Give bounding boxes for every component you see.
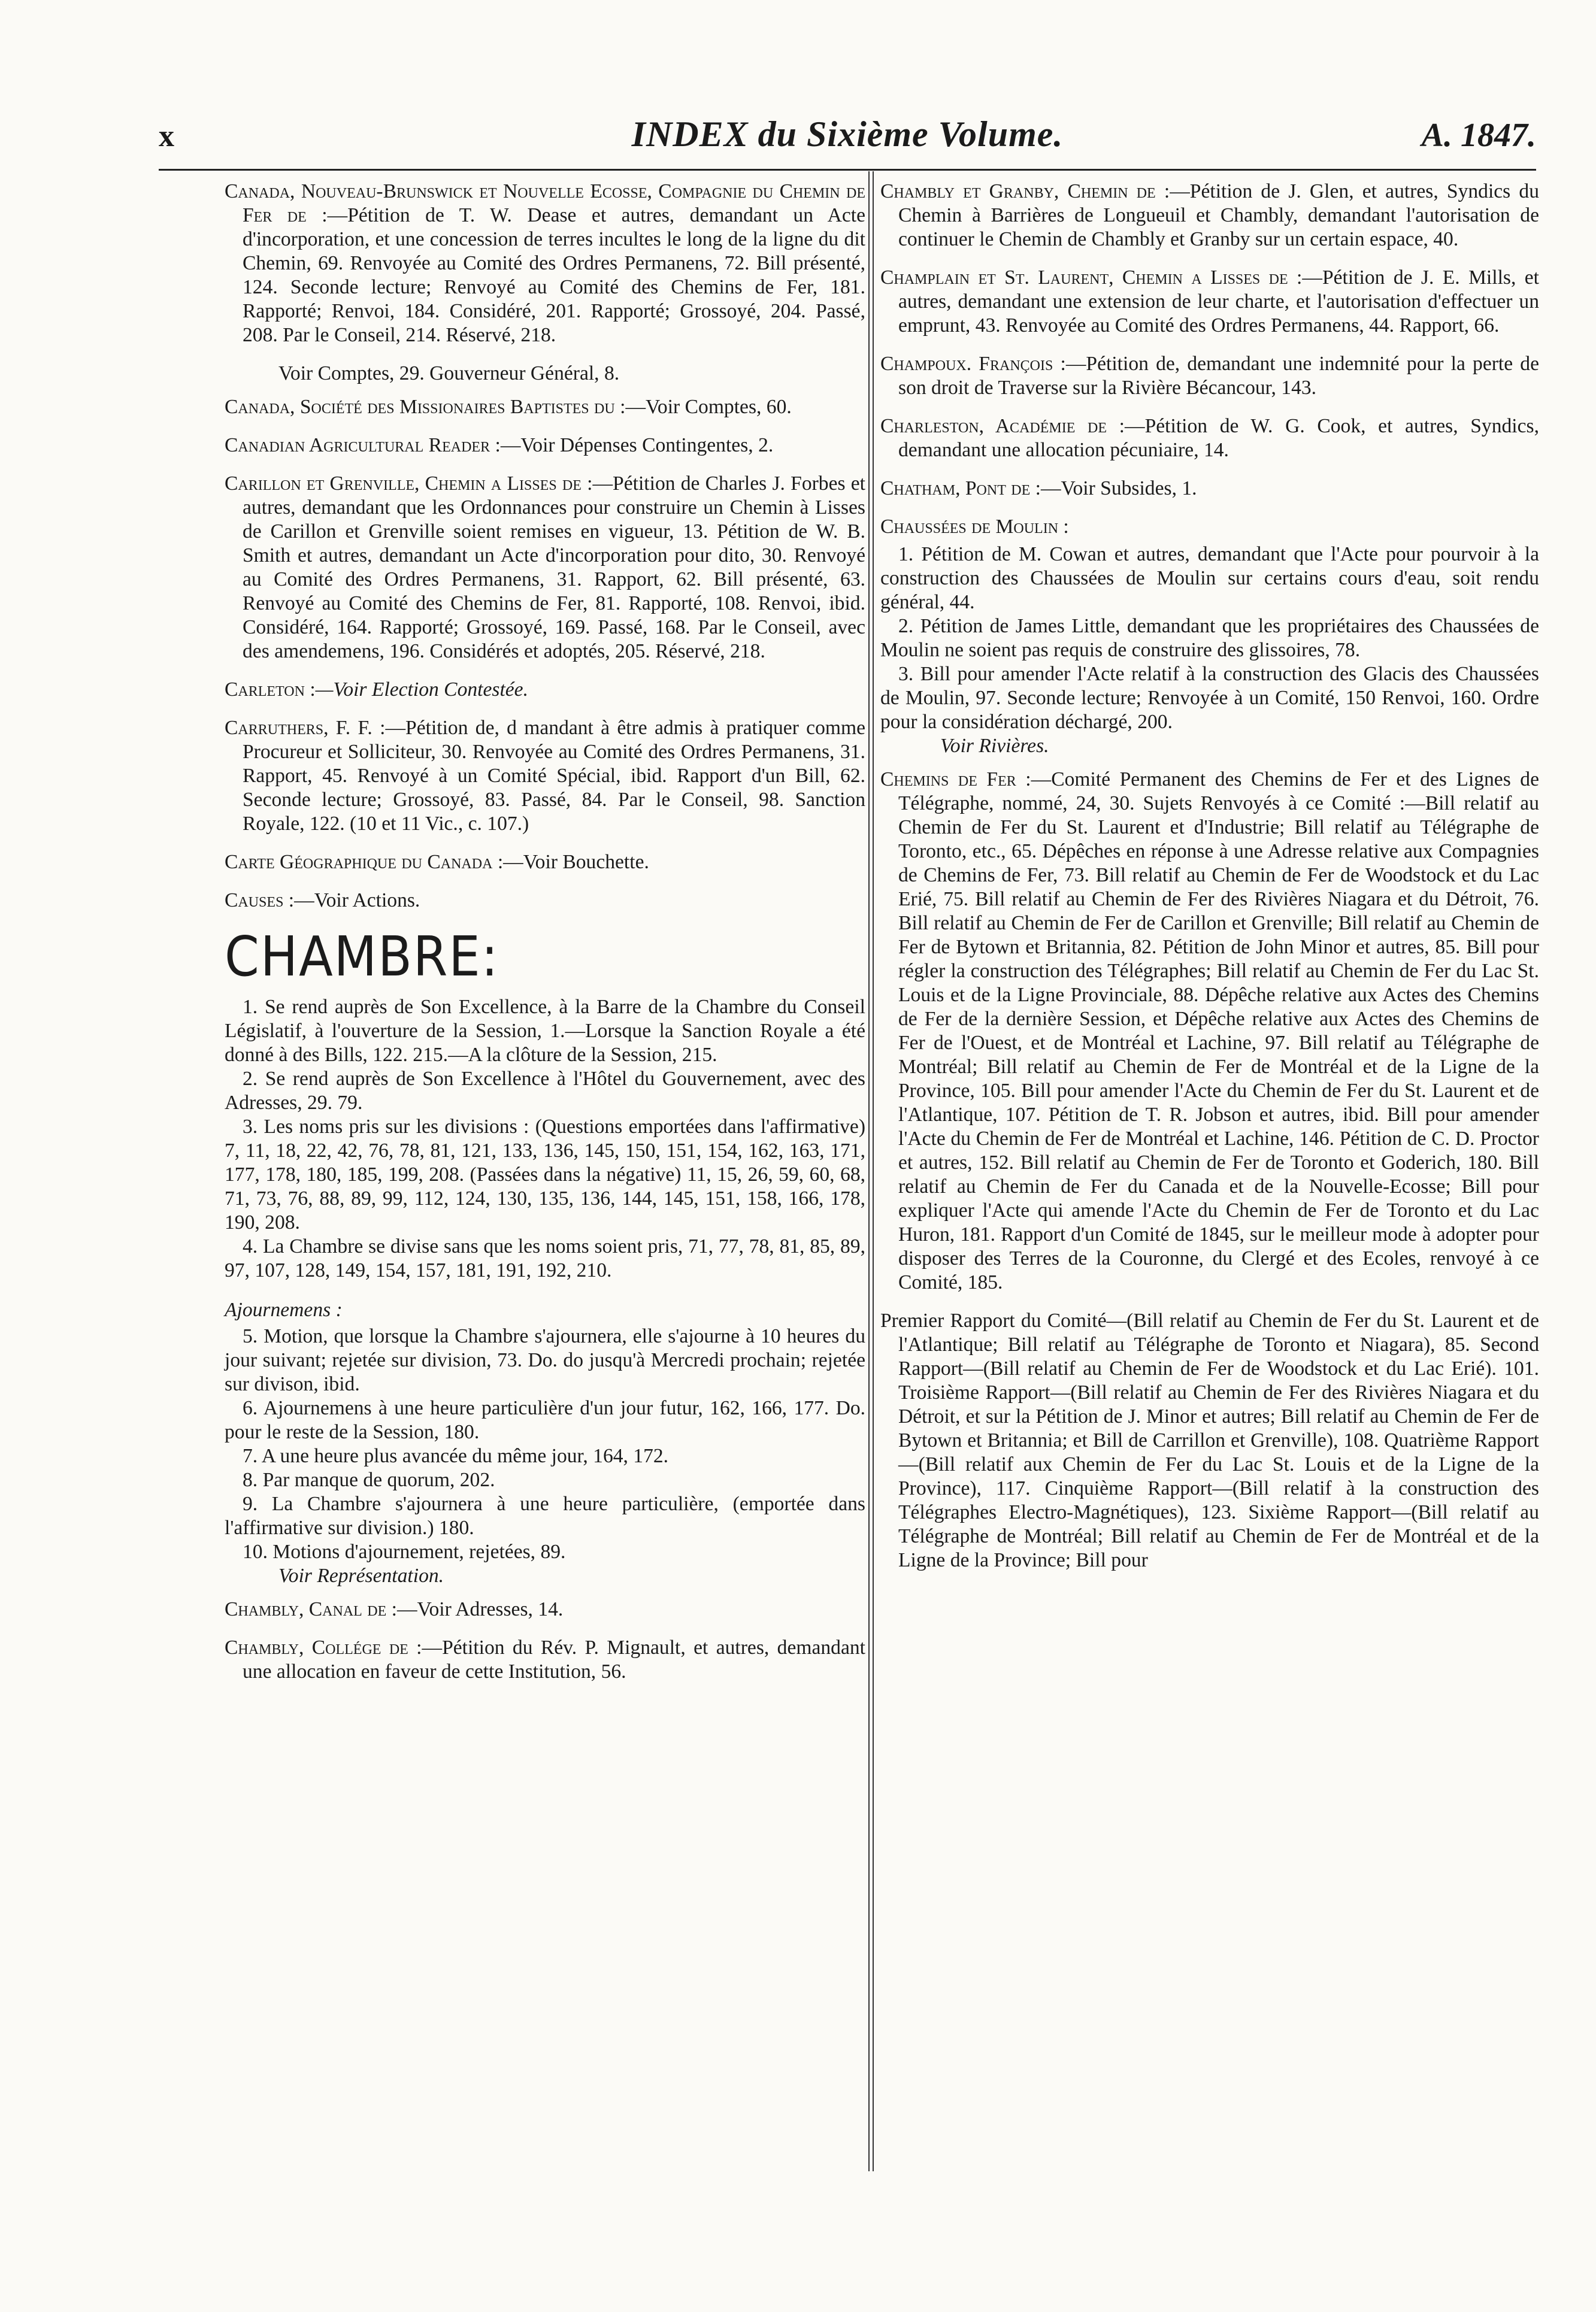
entry-heading: Chaussées de Moulin : xyxy=(880,516,1069,538)
cross-reference: Voir Comptes, 29. Gouverneur Général, 8. xyxy=(278,362,620,384)
entry-text: Premier Rapport du Comité—(Bill relatif au Chemin de Fer du St. Laurent et de l'Atlantique; Bill relatif au Télégraphe de Toronto et Niagara), 85. Second Rapport—(Bill relatif au Chemin de Fer de Woodstock et du Lac Erié). 101. Troisième Rapport—(Bill relatif au Chemin de Fer des Rivières Niagara et du Détroit, et sur la Pétition de J. Minor et autres; Bill relatif au Chemin de Fer de Bytown et Britannia; et Bill de Carrillon et Grenville), 108. Quatrième Rapport—(Bill relatif aux Chemin de Fer du Lac St. Louis et de la Ligne de la Province), 117. Cinquième Rapport—(Bill relatif à la construction des Télégraphes Electro-Magnétiques), 123. Sixième Rapport—(Bill relatif au Télégraphe de Montréal; Bill relatif au Chemin de Fer de Montréal et de la Ligne de la Province; Bill pour xyxy=(880,1310,1539,1571)
page-number: x xyxy=(159,119,174,153)
entry-text: —Pétition de, demandant une indemnité pour la perte de son droit de Traverse sur la Rivière Bécancour, 143. xyxy=(898,353,1539,399)
list-item: 2. Pétition de James Little, demandant que les propriétaires des Chaussées de Moulin ne soient pas requis de construire des glissoires, 78. xyxy=(880,615,1539,661)
list-item: 3. Bill pour amender l'Acte relatif à la construction des Glacis des Chaussées de Moulin, 97. Seconde lecture; Renvoyée à un Comité, 150 Renvoi, 160. Ordre pour la considération déchargé, 200. xyxy=(880,663,1539,733)
entry-text: —Voir Bouchette. xyxy=(503,851,649,873)
cross-reference: Voir Représentation. xyxy=(278,1565,444,1587)
entry-text: —Pétition de T. W. Dease et autres, demandant un Acte d'incorporation, et une concession de terres incultes le long de la ligne du dit Chemin, 69. Renvoyée au Comité des Ordres Permanens, 72. Bill présenté, 124. Seconde lecture; Renvoyé au Comité des Chemins de Fer, 181. Rapporté; Renvoi, 184. Considéré, 201. Rapporté; Grossoyé, 204. Passé, 208. Par le Conseil, 214. Réservé, 218. xyxy=(243,204,866,346)
entry-heading: Carleton : xyxy=(225,678,316,701)
index-entry xyxy=(225,678,865,702)
list-item: 6. Ajournemens à une heure particulière d'un jour futur, 162, 166, 177. Do. pour le reste de la Session, 180. xyxy=(225,1397,865,1443)
list-item: 8. Par manque de quorum, 202. xyxy=(243,1469,495,1491)
entry-text: —Voir Dépenses Contingentes, 2. xyxy=(500,434,774,456)
index-entry xyxy=(880,352,1539,400)
entry-text: —Voir Adresses, 14. xyxy=(396,1598,564,1620)
entry-heading: Chambly et Granby, Chemin de : xyxy=(880,180,1170,202)
index-entry xyxy=(880,1309,1539,1572)
entry-text: —Comité Permanent des Chemins de Fer et des Lignes de Télégraphe, nommé, 24, 30. Sujets Renvoyés à ce Comité :—Bill relatif au Chemin de Fer du St. Laurent et d'Industrie; Bill relatif au Télégraphe de Toronto, etc., 65. Dépêches en réponse à une Adresse relative aux Compagnies de Chemins de Fer, 73. Bill relatif au Chemin de Fer de Woodstock et du Lac Erié, 75. Bill relatif au Chemin de Fer des Rivières Niagara et du Détroit, 76. Bill relatif au Chemin de Fer de Carillon et Grenville; Bill relatif au Chemin de Fer de Bytown et Britannia, 82. Pétition de John Minor et autres, 85. Bill pour régler la construction des Télégraphes; Bill relatif au Chemin de Fer du Lac St. Louis et de la Ligne Provinciale, 88. Dépêche relative aux Actes des Chemins de Fer de la dernière Session, et Dépêche relative aux Actes des Chemins de Fer de l'Ouest, et de Montréal et Lachine, 97. Bill relatif au Télégraphe de Montréal; Bill relatif au Chemin de Fer de Montréal et de la Ligne de la Province, 105. Bill pour amender l'Acte du Chemin de Fer du St. Laurent et de l'Atlantique, 107. Pétition de T. R. Jobson et autres, ibid. Bill pour amender l'Acte du Chemin de Fer de Montréal et Lachine, 146. Pétition de C. D. Proctor et autres, 152. Bill relatif au Chemin de Fer de Toronto et Goderich, 180. Bill relatif au Chemin de Fer du Canada et de la Nouvelle-Ecosse; Bill pour expliquer l'Acte qui amende l'Acte du Chemin de Fer de Toronto et du Lac Huron, 181. Rapport d'un Comité de 1845, sur le meilleur mode à adopter pour disposer des Terres de la Couronne, du Clergé et des Ecoles, renvoyé à ce Comité, 185. xyxy=(898,768,1539,1293)
section-heading-chambre: CHAMBRE: xyxy=(225,925,499,989)
index-entry xyxy=(225,472,865,663)
index-entry xyxy=(225,850,865,874)
entry-text: —Voir Actions. xyxy=(294,889,420,911)
list-item: 10. Motions d'ajournement, rejetées, 89. xyxy=(243,1541,566,1563)
entry-heading: Carillon et Grenville, Chemin a Lisses de : xyxy=(225,472,593,495)
index-entry xyxy=(225,1636,865,1684)
list-item: 3. Les noms pris sur les divisions : (Questions emportées dans l'affirmative) 7, 11, 18, 22, 42, 76, 78, 81, 121, 133, 136, 145, 150, 151, 154, 162, 163, 171, 177, 178, 180, 185, 199, 208. (Passées dans la négative) 11, 15, 26, 59, 60, 68, 71, 73, 76, 88, 89, 99, 112, 124, 130, 135, 136, 144, 145, 151, 158, 166, 178, 190, 208. xyxy=(225,1116,865,1234)
index-entry xyxy=(880,477,1539,501)
page-year: A. 1847. xyxy=(1421,117,1536,154)
subsection-heading: Ajournemens : xyxy=(225,1299,343,1321)
index-entry xyxy=(880,515,1539,539)
list-item: 5. Motion, que lorsque la Chambre s'ajournera, elle s'ajourne à 10 heures du jour suivant; rejetée sur division, 73. Do. do jusqu'à Mercredi prochain; rejetée sur divison, ibid. xyxy=(225,1325,865,1395)
index-entry xyxy=(225,395,865,419)
index-entry xyxy=(880,414,1539,462)
page-header xyxy=(159,114,1536,162)
list-item: 9. La Chambre s'ajournera à une heure particulière, (emportée dans l'affirmative sur division.) 180. xyxy=(225,1493,865,1539)
entry-heading: Chatham, Pont de : xyxy=(880,477,1041,499)
entry-text: —Voir Comptes, 60. xyxy=(625,396,792,418)
index-entry xyxy=(880,768,1539,1295)
entry-text: —Pétition de J. E. Mills, et autres, demandant une extension de leur charte, et l'autorisation d'effectuer un emprunt, 43. Renvoyée au Comité des Ordres Permanens, 44. Rapport, 66. xyxy=(898,266,1539,337)
list-item: 7. A une heure plus avancée du même jour, 164, 172. xyxy=(243,1445,669,1467)
page-title: INDEX du Sixième Volume. xyxy=(631,114,1064,154)
entry-heading: Charleston, Académie de : xyxy=(880,415,1125,437)
index-entry xyxy=(225,889,865,913)
list-item: 4. La Chambre se divise sans que les noms soient pris, 71, 77, 78, 81, 85, 89, 97, 107, 128, 149, 154, 157, 181, 191, 192, 210. xyxy=(225,1235,865,1281)
list-item: 2. Se rend auprès de Son Excellence à l'Hôtel du Gouvernement, avec des Adresses, 29. 79. xyxy=(225,1068,865,1114)
entry-heading: Canadian Agricultural Reader : xyxy=(225,434,501,456)
index-entry xyxy=(880,266,1539,338)
entry-heading: Chambly, Canal de : xyxy=(225,1598,397,1620)
entry-text: —Pétition de Charles J. Forbes et autres, demandant que les Ordonnances pour construire un Chemin à Lisses de Carillon et Grenville soient remises en vigueur, 13. Pétition de W. B. Smith et autres, demandant un Acte d'incorporation pour dito, 30. Renvoyé au Comité des Ordres Permanens, 31. Rapport, 62. Bill présenté, 63. Renvoyé au Comité des Chemins de Fer, 81. Rapporté, 108. Renvoi, ibid. Considéré, 164. Rapporté; Grossoyé, 169. Passé, 168. Par le Conseil, avec des amendemens, 196. Considérés et adoptés, 205. Réservé, 218. xyxy=(243,472,866,662)
index-entry xyxy=(880,180,1539,251)
index-entry xyxy=(225,716,865,836)
index-entry xyxy=(225,180,865,347)
list-item: 1. Se rend auprès de Son Excellence, à la Barre de la Chambre du Conseil Législatif, à l'ouverture de la Session, 1.—Lorsque la Sanction Royale a été donné à des Bills, 122. 215.—A la clôture de la Session, 215. xyxy=(225,996,865,1066)
list-item: 1. Pétition de M. Cowan et autres, demandant que l'Acte pour pourvoir à la construction des Chaussées de Moulin sur certains cours d'eau, soit rendu général, 44. xyxy=(880,543,1539,613)
entry-heading: Carte Géographique du Canada : xyxy=(225,851,504,873)
entry-heading: Causes : xyxy=(225,889,295,911)
entry-heading: Chemins de Fer : xyxy=(880,768,1031,790)
entry-text: —Voir Election Contestée. xyxy=(315,678,528,701)
entry-text: —Voir Subsides, 1. xyxy=(1040,477,1197,499)
column-divider xyxy=(868,171,870,2171)
header-rule xyxy=(159,169,1536,171)
entry-heading: Champoux. François : xyxy=(880,353,1066,375)
entry-heading: Canada, Société des Missionaires Baptistes du : xyxy=(225,396,626,418)
entry-text: —Pétition de W. G. Cook, et autres, Syndics, demandant une allocation pécuniaire, 14. xyxy=(898,415,1539,461)
entry-heading: Champlain et St. Laurent, Chemin a Lisses de : xyxy=(880,266,1303,289)
entry-text: —Pétition de, d mandant à être admis à pratiquer comme Procureur et Solliciteur, 30. Renvoyée au Comité des Ordres Permanens, 31. Rapport, 45. Renvoyé à un Comité Spécial, ibid. Rapport d'un Bill, 62. Seconde lecture; Grossoyé, 83. Passé, 84. Par le Conseil, 98. Sanction Royale, 122. (10 et 11 Vic., c. 107.) xyxy=(243,717,865,835)
left-column xyxy=(225,180,865,1698)
index-entry xyxy=(225,434,865,457)
index-entry xyxy=(225,1598,865,1622)
entry-heading: Chambly, Collége de : xyxy=(225,1637,422,1659)
entry-heading: Canada, Nouveau-Brunswick et Nouvelle Ecosse, Compagnie du Chemin de Fer de : xyxy=(225,180,865,226)
entry-heading: Carruthers, F. F. : xyxy=(225,717,386,739)
right-column xyxy=(880,180,1539,1587)
entry-text: —Pétition du Rév. P. Mignault, et autres, demandant une allocation en faveur de cette Institution, 56. xyxy=(243,1637,865,1683)
entry-text: —Pétition de J. Glen, et autres, Syndics du Chemin à Barrières de Longueuil et Chambly, demandant l'autorisation de continuer le Chemin de Chambly et Granby sur un certain espace, 40. xyxy=(898,180,1539,250)
column-divider-inner xyxy=(873,171,874,2171)
cross-reference: Voir Rivières. xyxy=(940,735,1049,757)
